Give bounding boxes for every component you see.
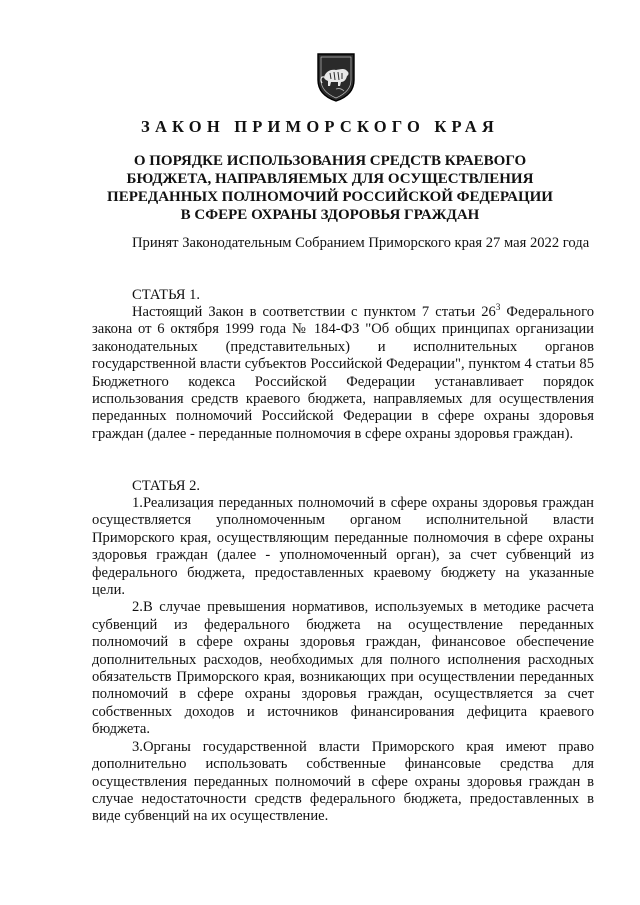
article-2-heading: СТАТЬЯ 2. <box>132 478 201 494</box>
title-line: ПЕРЕДАННЫХ ПОЛНОМОЧИЙ РОССИЙСКОЙ ФЕДЕРАЦИИ <box>107 189 553 205</box>
article-1-body <box>92 304 594 443</box>
article-2-body <box>92 495 594 826</box>
article-2-paragraph-2: 2.В случае превышения нормативов, используемых в методике расчета субвенций из федерального бюджета на осуществление переданных полномочий в сфере охраны здоровья граждан, финансовое обеспечение дополнительных расходов, необходимых для полного исполнения расходных обязательств Приморского края, возникающих при осуществлении переданных полномочий в сфере охраны здоровья граждан, осуществляется за счет собственных доходов и источников финансирования дефицита краевого бюджета. <box>92 599 594 738</box>
article-1-heading: СТАТЬЯ 1. <box>132 287 201 303</box>
title-line: О ПОРЯДКЕ ИСПОЛЬЗОВАНИЯ СРЕДСТВ КРАЕВОГО <box>133 153 527 169</box>
paragraph-text-end: Федерального закона от 6 октября 1999 года № 184-ФЗ "Об общих принципах организации законодательных (представительных) и исполнительных органов государственной власти субъектов Российской Федерации", пунктом 4 статьи 85 Бюджетного кодекса Российской Федерации устанавливает порядок использования средств краевого бюджета, направляемых для осуществления переданных полномочий Российской Федерации в сфере охраны здоровья граждан (далее - переданные полномочия в сфере охраны здоровья граждан). <box>92 304 594 442</box>
superscript-number: 3 <box>495 302 501 313</box>
article-2-paragraph-3: 3.Органы государственной власти Приморского края имеют право дополнительно использовать собственные финансовые средства для осуществления переданных полномочий в сфере охраны здоровья граждан в случае недостаточности средств федерального бюджета, предоставленных в виде субвенций на их осуществление. <box>92 738 594 825</box>
title-line: БЮДЖЕТА, НАПРАВЛЯЕМЫХ ДЛЯ ОСУЩЕСТВЛЕНИЯ <box>126 171 534 187</box>
document-type-heading: ЗАКОН ПРИМОРСКОГО КРАЯ <box>141 117 499 136</box>
article-1-paragraph <box>92 304 594 443</box>
article-2-paragraph-1: 1.Реализация переданных полномочий в сфере охраны здоровья граждан осуществляется уполномоченным органом исполнительной власти Приморского края, осуществляющим переданные полномочия в сфере охраны здоровья граждан (далее - уполномоченный орган), за счет субвенций из федерального бюджета, предоставленных краевому бюджету на указанные цели. <box>92 495 594 599</box>
adoption-note <box>92 235 594 252</box>
adoption-text: Принят Законодательным Собранием Приморского края 27 мая 2022 года <box>132 235 590 251</box>
title-line: В СФЕРЕ ОХРАНЫ ЗДОРОВЬЯ ГРАЖДАН <box>180 207 480 223</box>
document-title <box>60 152 600 224</box>
primorye-tiger-emblem-icon <box>316 52 356 102</box>
paragraph-text-start: Настоящий Закон в соответствии с пунктом 7 статьи 26 <box>132 304 496 320</box>
